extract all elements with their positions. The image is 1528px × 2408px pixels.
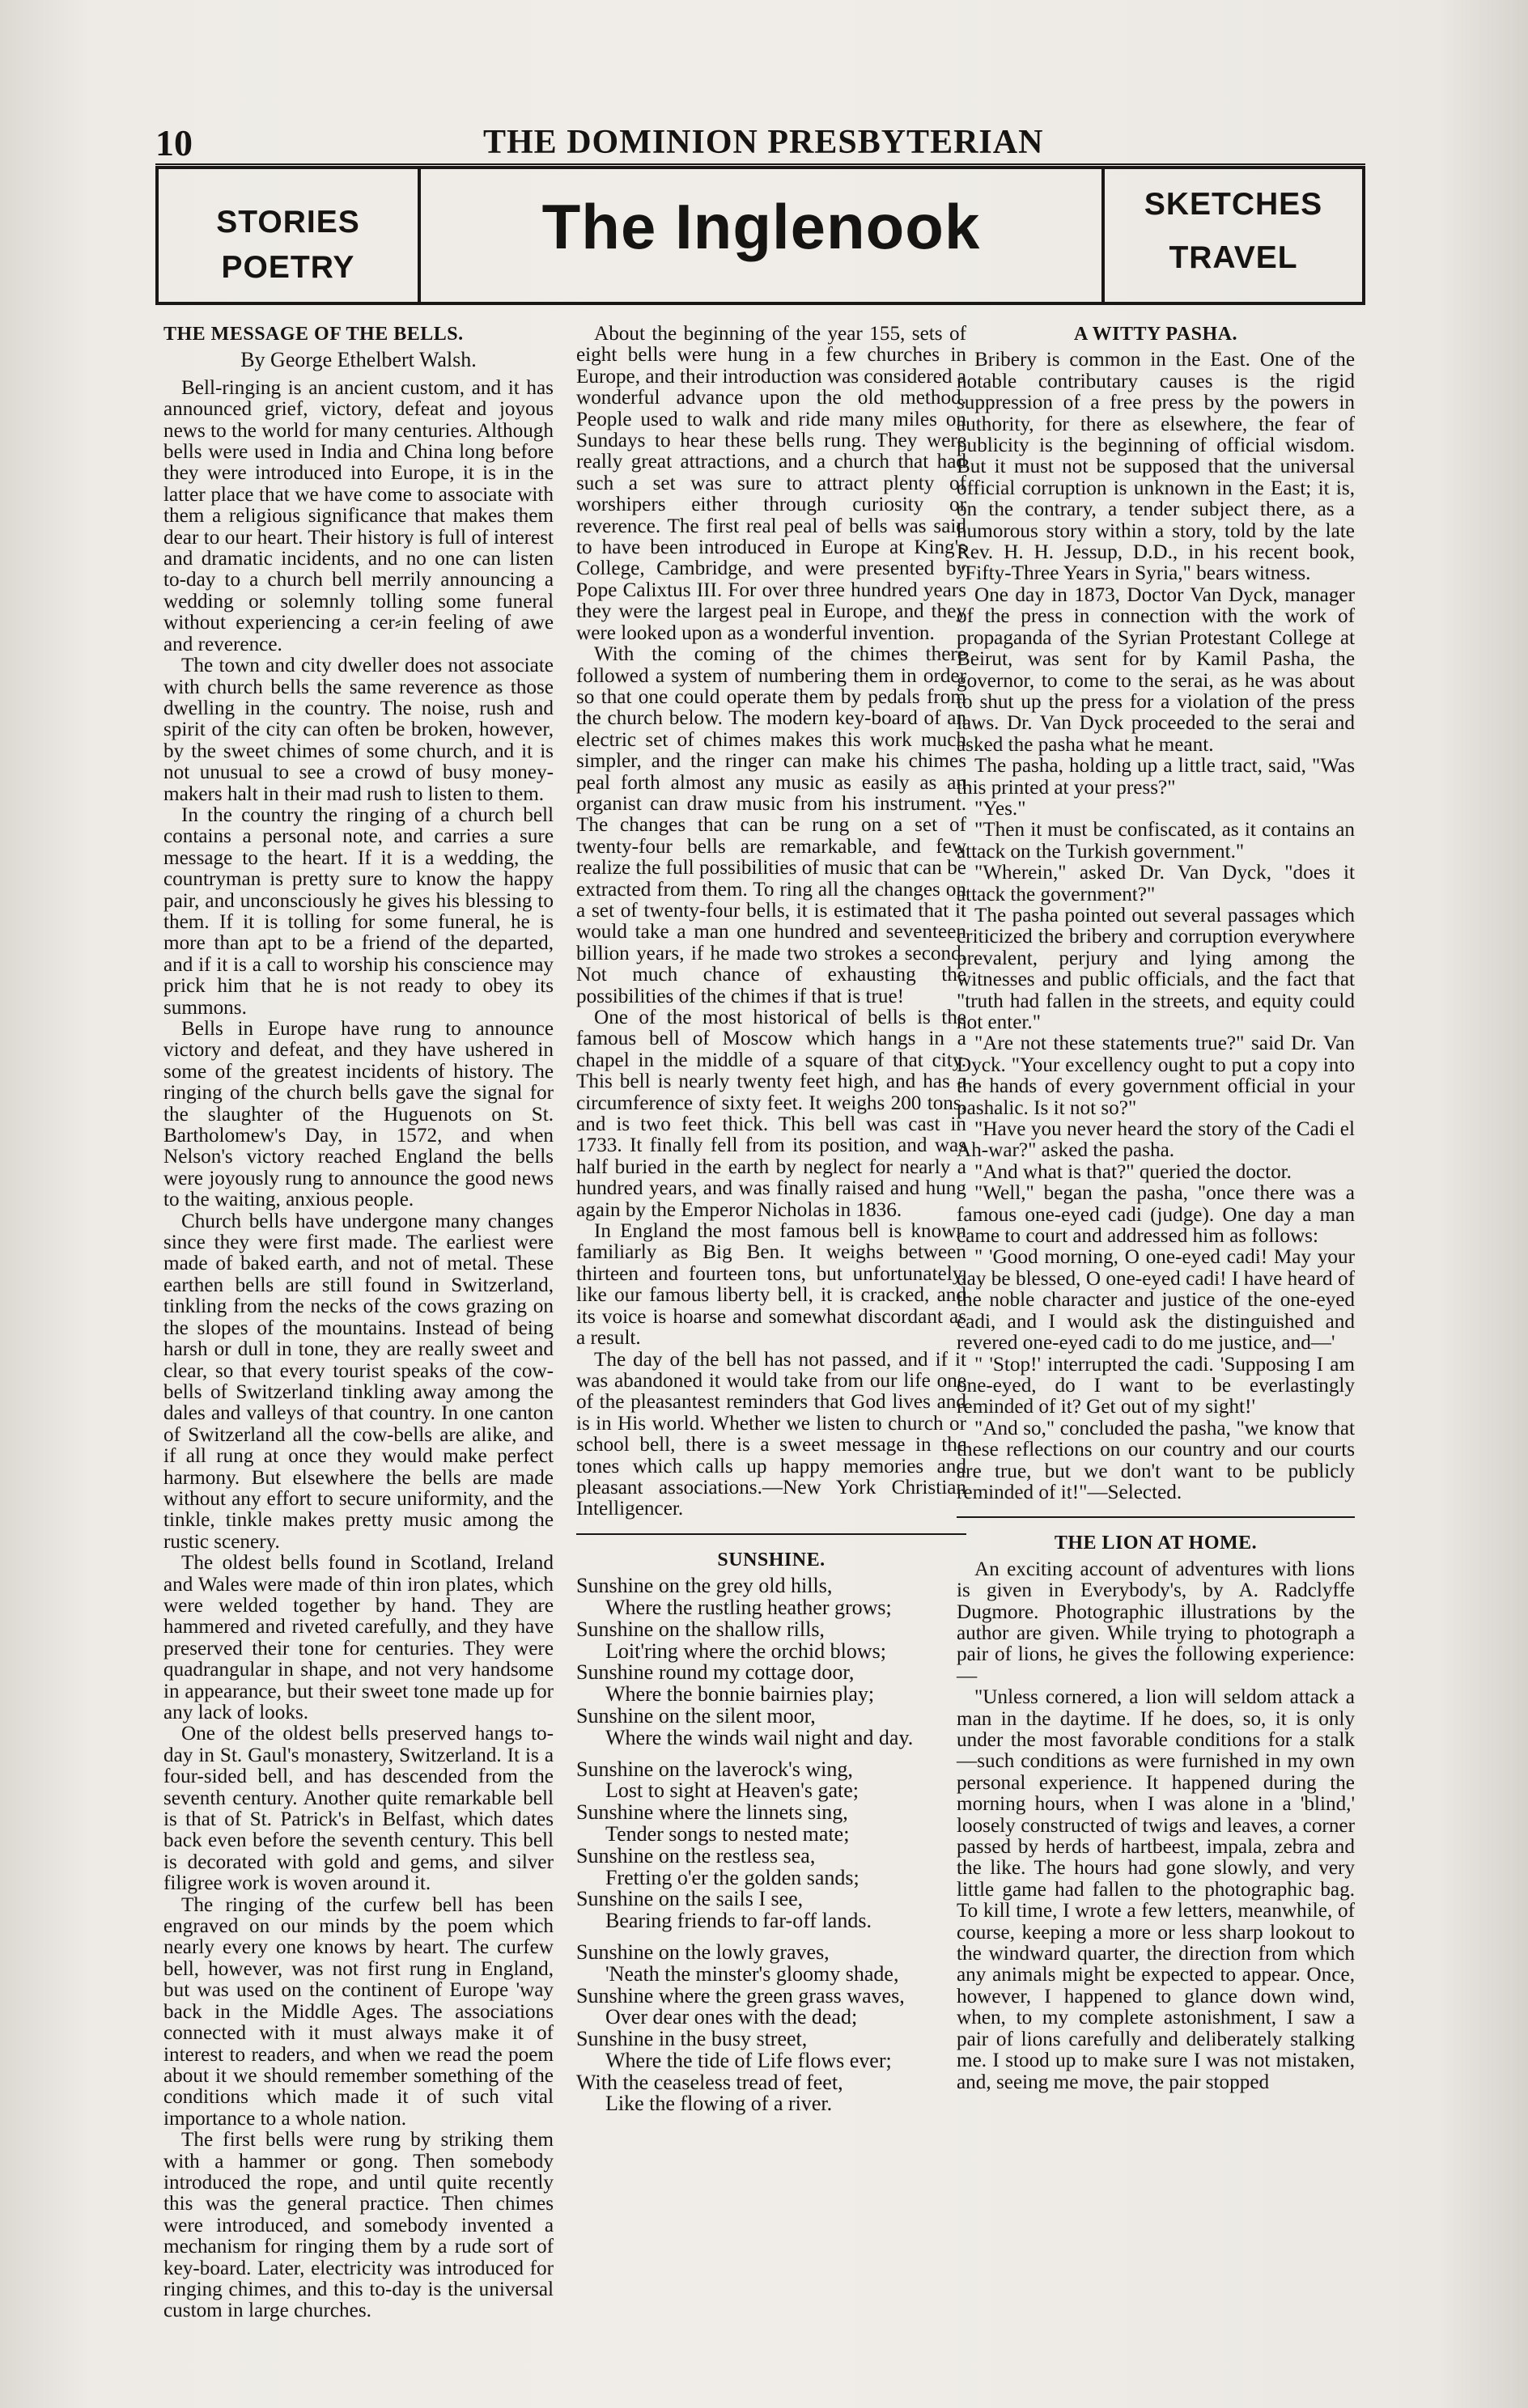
lion-paragraph: An exciting account of adventures with lions is given in Everybody's, by A. Radclyffe Dugmore. Photographic illustrations by the author are given. While trying to photograph a pair of lions, he gives the following experience:— xyxy=(957,1558,1355,1687)
masthead-label-poetry: POETRY xyxy=(221,250,355,285)
pasha-paragraph: "And what is that?" queried the doctor. xyxy=(974,1160,1292,1183)
poem-line: Over dear ones with the dead; xyxy=(605,2005,858,2029)
poem-line: Loit'ring where the orchid blows; xyxy=(605,1639,886,1663)
running-head xyxy=(155,121,1365,168)
poem-line: Sunshine where the green grass waves, xyxy=(576,1983,905,2007)
masthead-left-panel xyxy=(159,169,421,302)
poem-line: Sunshine on the silent moor, xyxy=(576,1703,816,1728)
section-divider xyxy=(957,1516,1355,1518)
masthead-right-panel xyxy=(1101,169,1362,302)
article-title-pasha: A WITTY PASHA. xyxy=(1074,324,1237,345)
poem-line: Sunshine on the sails I see, xyxy=(576,1887,804,1911)
bells-paragraph: Bell-ringing is an ancient custom, and it has announced grief, victory, defeat and joyous news to the world for many centuries. Although bells were used in India and China long before they were introduced into Europe, it is in the latter place that we have come to associate with them a religious significance that makes them dear to our heart. Their history is full of interest and dramatic incidents, and no one can listen to-day to a church bell merrily announcing a wedding or solemnly tolling some funeral without experiencing a cer⸗in feeling of awe and reverence. xyxy=(163,376,554,655)
poem-stanza xyxy=(576,1942,966,2115)
pasha-paragraph: The pasha pointed out several passages which criticized the bribery and corruption everywhere prevalent, perjury and lying among the witnesses and public officials, and the fact that "truth had fallen in the streets, and equity could not enter." xyxy=(957,904,1355,1033)
bells-paragraph: In the country the ringing of a church bell contains a personal note, and carries a sure message to the heart. If it is a wedding, the countryman is pretty sure to know the happy pair, and unconsciously he gives his blessing to them. If it is tolling for some funeral, he is more than apt to be a friend of the departed, and if it is a call to worship his conscience may prick him that he is not ready to obey its summons. xyxy=(163,803,554,1019)
pasha-paragraph: "And so," concluded the pasha, "we know that these reflections on our country and our courts are true, but we don't want to be publicly reminded of it!"—Selected. xyxy=(957,1417,1355,1503)
pasha-paragraph: Bribery is common in the East. One of the notable contributary causes is the rigid suppression of a free press by the powers in authority, for there as elsewhere, the fear of publicity is the beginning of official wisdom. But it must not be supposed that the universal official corruption is unknown in the East; it is, on the contrary, a tender subject there, as a humorous story within a story, told by the late Rev. H. H. Jessup, D.D., in his recent book, "Fifty-Three Years in Syria," bears witness. xyxy=(957,349,1355,585)
pasha-paragraph: One day in 1873, Doctor Van Dyck, manager of the press in connection with the work of propaganda of the Syrian Protestant College at Beirut, was sent for by Kamil Pasha, the governor, to come to the serai, as he was about to shut up the press for a violation of the press laws. Dr. Van Dyck proceeded to the serai and asked the pasha what he meant. xyxy=(957,583,1355,756)
pasha-paragraph: "Are not these statements true?" said Dr. Van Dyck. "Your excellency ought to put a copy into the hands of every government official in your pashalic. Is it not so?" xyxy=(957,1032,1355,1119)
poem-sunshine xyxy=(576,1575,966,2115)
poem-line: Fretting o'er the golden sands; xyxy=(605,1865,860,1889)
article-title-bells: THE MESSAGE OF THE BELLS. xyxy=(163,324,464,345)
newspaper-name: THE DOMINION PRESBYTERIAN xyxy=(483,124,1044,161)
bells-paragraph: The town and city dweller does not associate with church bells the same reverence as those dwelling in the country. The noise, rush and spirit of the city can often be broken, however, by the sweet chimes of some church, and it is not unusual to see a crowd of busy money-makers halt in their mad rush to listen to them. xyxy=(163,655,554,805)
page-number: 10 xyxy=(155,122,193,163)
section-title: The Inglenook xyxy=(541,191,981,262)
bells-paragraph: Bells in Europe have rung to announce victory and defeat, and they have ushered in some of the greatest incidents of history. The ringing of the church bells gave the signal for the slaughter of the Huguenots on St. Bartholomew's Day, in 1572, and when Nelson's victory reached England the bells were joyously rung to announce the good news to the waiting, anxious people. xyxy=(163,1018,554,1211)
masthead-label-sketches: SKETCHES xyxy=(1144,187,1323,222)
bells-paragraph: The first bells were rung by striking them with a hammer or gong. Then somebody introduced the rope, and until quite recently this was the general practice. Then chimes were introduced, and somebody invented a mechanism for ringing them by a rude sort of key-board. Later, electricity was introduced for ringing chimes, and this to-day is the universal custom in large churches. xyxy=(163,2129,554,2322)
pasha-paragraph: "Yes." xyxy=(974,797,1026,820)
poem-line: Where the winds wail night and day. xyxy=(605,1725,914,1749)
pasha-paragraph: " 'Stop!' interrupted the cadi. 'Supposing I am one-eyed, do I want to be everlastingly reminded of it? Get out of my sight!' xyxy=(957,1353,1355,1418)
poem-line: Sunshine round my cottage door, xyxy=(576,1660,855,1685)
poem-line: Tender songs to nested mate; xyxy=(605,1821,850,1846)
poem-title-sunshine: SUNSHINE. xyxy=(717,1549,826,1571)
bells-paragraph: One of the oldest bells preserved hangs to-day in St. Gaul's monastery, Switzerland. It is a four-sided bell, and has descended from the seventh century. Another quite remarkable bell is that of St. Patrick's in Belfast, which dates back even before the seventh century. This bell is decorated with gold and gems, and silver filigree work is woven around it. xyxy=(163,1723,554,1895)
masthead-top-rule xyxy=(155,163,1365,165)
bells-paragraph: The oldest bells found in Scotland, Ireland and Wales were made of thin iron plates, which were welded together by hand. They are hammered and riveted carefully, and they have preserved their tone for centuries. They were quadrangular in shape, and not very handsome in appearance, but their sweet tone made up for any lack of looks. xyxy=(163,1552,554,1723)
pasha-paragraph: "Well," began the pasha, "once there was a famous one-eyed cadi (judge). One day a man came to court and addressed him as follows: xyxy=(957,1182,1355,1248)
column-2-content xyxy=(576,324,966,2125)
poem-stanza xyxy=(576,1759,966,1932)
pasha-paragraph: "Have you never heard the story of the Cadi el Ah-war?" asked the pasha. xyxy=(957,1118,1355,1162)
bells-paragraph: The day of the bell has not passed, and if it was abandoned it would take from our life one of the pleasantest reminders that God lives and is in His world. Whether we listen to church or school bell, there is a sweet message in the tones which calls up happy memories and pleasant associations.—New York Christian Intelligencer. xyxy=(576,1348,966,1520)
poem-line: Lost to sight at Heaven's gate; xyxy=(605,1778,860,1803)
poem-line: Sunshine on the laverock's wing, xyxy=(576,1757,853,1781)
column-1 xyxy=(163,324,554,2322)
masthead xyxy=(155,166,1365,305)
bells-paragraph: About the beginning of the year 155, sets of eight bells were hung in a few churches in Europe, and their introduction was considered a wonderful advance upon the old method. People used to walk and ride many miles on Sundays to hear these bells rung. They were really great attractions, and a church that had such a set was sure to attract plenty of worshipers either through curiosity or reverence. The first real peal of bells was said to have been introduced in Europe at King's College, Cambridge, and were presented by Pope Calixtus III. For over three hundred years they were the largest peal in Europe, and they were looked upon as a wonderful invention. xyxy=(576,323,966,644)
poem-line: With the ceaseless tread of feet, xyxy=(576,2070,843,2094)
column-3 xyxy=(957,324,1355,2093)
poem-line: Sunshine on the restless sea, xyxy=(576,1843,816,1867)
poem-line: Sunshine where the linnets sing, xyxy=(576,1800,848,1825)
poem-line: Bearing friends to far-off lands. xyxy=(605,1909,872,1933)
lion-paragraph: "Unless cornered, a lion will seldom attack a man in the daytime. If he does, so, it is only under the most favorable conditions for a stalk—such conditions as were furnished in my own personal experience. It happened during the morning hours, when I was alone in a 'blind,' loosely constructed of twigs and leaves, a corner passed by herds of hartbeest, impala, zebra and the like. The hours had gone slowly, and very little game had fallen to the photographic bag. To kill time, I wrote a few letters, meanwhile, of course, keeping a more or less sharp lookout to the windward quarter, the direction from which any animals might be expected to appear. Once, however, I happened to glance down wind, when, to my complete astonishment, I saw a pair of lions carefully and deliberately stalking me. I stood up to make sure I was not mistaken, and, seeing me move, the pair stopped xyxy=(957,1686,1355,2093)
poem-line: 'Neath the minster's gloomy shade, xyxy=(605,1961,899,1986)
poem-line: Sunshine on the lowly graves, xyxy=(576,1940,830,1964)
article-byline: By George Ethelbert Walsh. xyxy=(240,348,477,372)
masthead-label-stories: STORIES xyxy=(216,205,360,240)
bells-paragraph: One of the most historical of bells is the famous bell of Moscow which hangs in a chapel in the middle of a square of that city. This bell is nearly twenty feet high, and has a circumference of sixty feet. It weighs 200 tons, and is two feet thick. This bell was cast in 1733. It finally fell from its position, and was half buried in the earth by neglect for nearly a hundred years, and was finally raised and hung again by the Emperor Nicholas in 1836. xyxy=(576,1007,966,1221)
poem-line: Sunshine on the shallow rills, xyxy=(576,1617,825,1641)
pasha-paragraph: " 'Good morning, O one-eyed cadi! May your day be blessed, O one-eyed cadi! I have heard of the noble character and justice of the one-eyed cadi, and I would ask the distinguished and revered one-eyed cadi to do me justice, and—' xyxy=(957,1246,1355,1354)
bells-paragraph: With the coming of the chimes there followed a system of numbering them in order so that one could operate them by pedals from the church below. The modern key-board of an electric set of chimes makes this work much simpler, and the ringer can make his chimes peal forth almost any music as easily as an organist can draw music from his instrument. The changes that can be rung on a set of twenty-four bells are remarkable, and few realize the full possibilities of music that can be extracted from them. To ring all the changes on a set of twenty-four bells, it is estimated that it would take a man one hundred and seventeen billion years, if he made two strokes a second. Not much chance of exhausting the possibilities of the chimes if that is true! xyxy=(576,643,966,1007)
article-title-lion: THE LION AT HOME. xyxy=(1054,1533,1258,1554)
pasha-paragraph: "Then it must be confiscated, as it contains an attack on the Turkish government." xyxy=(957,819,1355,863)
masthead-label-travel: TRAVEL xyxy=(1169,240,1298,275)
poem-line: Sunshine in the busy street, xyxy=(576,2027,808,2051)
section-divider xyxy=(576,1533,966,1535)
poem-line: Like the flowing of a river. xyxy=(605,2092,833,2116)
poem-line: Where the tide of Life flows ever; xyxy=(605,2048,892,2072)
bells-paragraph: The ringing of the curfew bell has been engraved on our minds by the poem which nearly every one knows by heart. The curfew bell, however, was not first rung in England, but was used on the continent of Europe 'way back in the Middle Ages. The associations connected with it must always make it of interest to readers, and when we read the poem about it we should remember something of the conditions which made it of such vital importance to a whole nation. xyxy=(163,1893,554,2130)
bells-paragraph: In England the most famous bell is known familiarly as Big Ben. It weighs between thirteen and fourteen tons, but unfortunately, like our famous liberty bell, it is cracked, and its voice is hoarse and somewhat discordant as a result. xyxy=(576,1220,966,1350)
pasha-paragraph: The pasha, holding up a little tract, said, "Was this printed at your press?" xyxy=(957,755,1355,799)
poem-stanza xyxy=(576,1575,966,1749)
poem-line: Where the rustling heather grows; xyxy=(605,1595,892,1619)
poem-line: Sunshine on the grey old hills, xyxy=(576,1574,833,1598)
pasha-paragraph: "Wherein," asked Dr. Van Dyck, "does it attack the government?" xyxy=(957,862,1355,905)
bells-paragraph: Church bells have undergone many changes since they were first made. The earliest were made of baked earth, and not of metal. These earthen bells are still found in Switzerland, tinkling from the necks of the cows grazing on the slopes of the mountains. Instead of being harsh or dull in tone, they are really sweet and clear, so that every tourist speaks of the cow-bells of Switzerland tinkling away among the dales and valleys of that country. In one canton of Switzerland all the cow-bells are alike, and if all rung at once they would make perfect harmony. But elsewhere the bells are made without any effort to secure uniformity, and the tinkle, tinkle makes pretty music among the rustic scenery. xyxy=(163,1210,554,1553)
poem-line: Where the bonnie bairnies play; xyxy=(605,1682,875,1706)
